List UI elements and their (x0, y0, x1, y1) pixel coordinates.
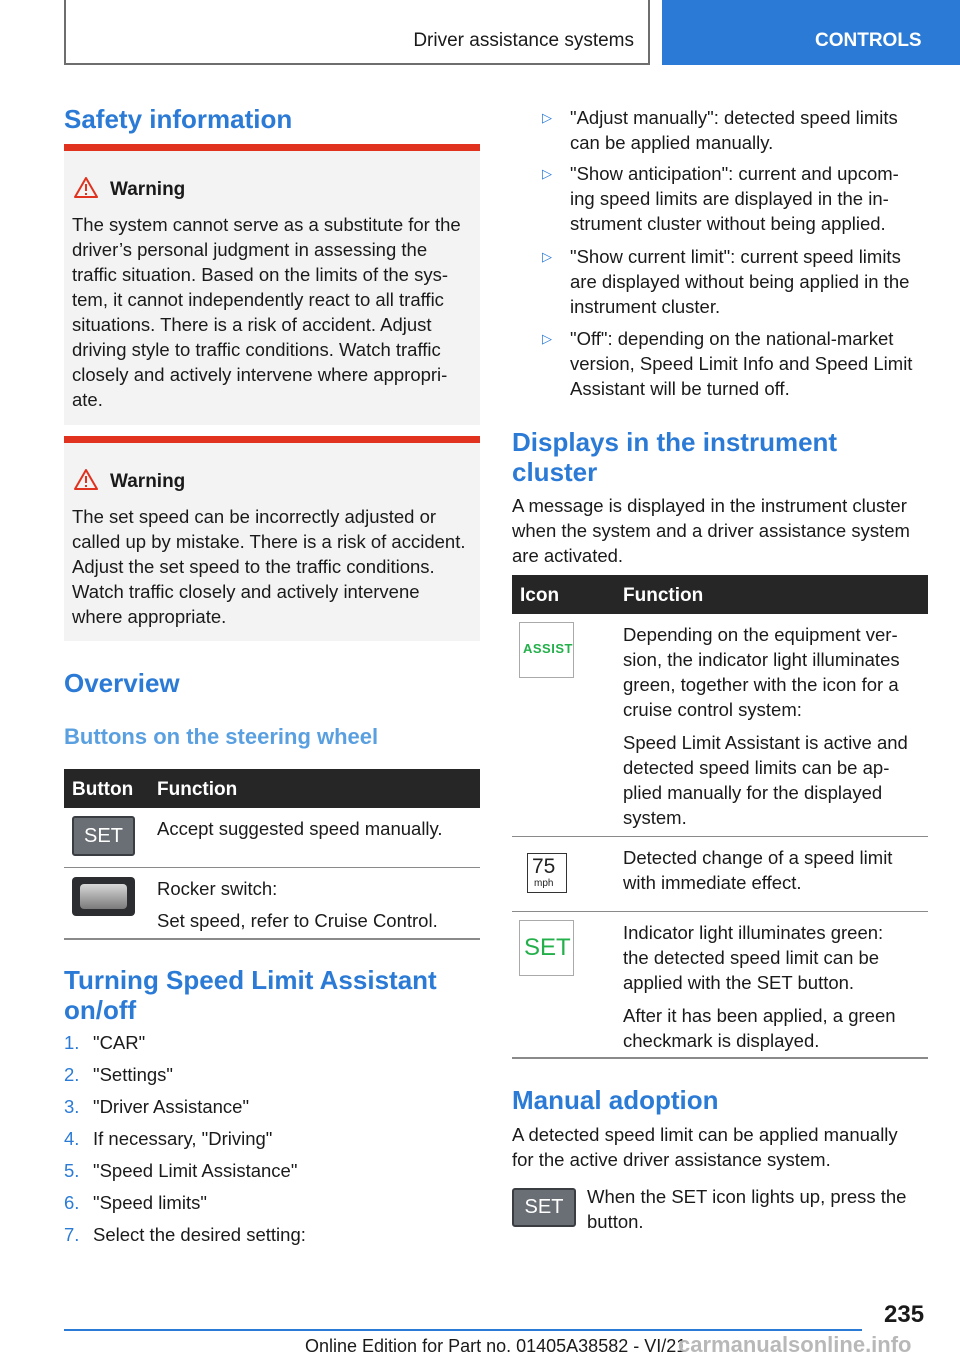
bullet-triangle-icon: ▷ (542, 166, 552, 181)
text-line: Speed Limit Assistant is active and (623, 732, 908, 753)
text-line: situations. There is a risk of accident. Adjust (72, 314, 432, 335)
set-indicator-label: SET (524, 934, 571, 961)
manual-adoption-text (512, 1122, 898, 1172)
footer-watermark: carmanualsonline.info (678, 1332, 912, 1357)
table-bottom-rule (64, 938, 480, 940)
turning-heading (64, 965, 437, 1025)
rocker-switch-image (72, 877, 135, 916)
text-line: when the system and a driver assistance system (512, 520, 910, 541)
heading-line: cluster (512, 457, 598, 487)
buttons-table-header (64, 769, 480, 808)
speed-limit-unit: mph (534, 878, 554, 889)
text-line: cruise control system: (623, 699, 802, 720)
step-number: 7. (64, 1224, 80, 1245)
step-text: If necessary, "Driving" (93, 1128, 273, 1149)
text-line: can be applied manually. (570, 132, 774, 153)
heading-line: Turning Speed Limit Assistant (64, 965, 437, 995)
text-line: version, Speed Limit Info and Speed Limit (570, 353, 913, 374)
assist-indicator-label: ASSIST (523, 641, 573, 656)
set-button-image: SET (72, 816, 135, 856)
table-divider (512, 911, 928, 912)
bullet-triangle-icon: ▷ (542, 249, 552, 264)
text-line: applied with the SET button. (623, 972, 855, 993)
warning-title: Warning (110, 179, 186, 200)
option-show-anticipation (570, 161, 899, 236)
icon-table-header (512, 575, 928, 614)
step-text: "Driver Assistance" (93, 1096, 250, 1117)
step-number: 3. (64, 1096, 80, 1117)
text-line: "Show current limit": current speed limits (570, 246, 901, 267)
text-line: sion, the indicator light illuminates (623, 649, 900, 670)
header-icon: Icon (520, 585, 560, 606)
text-line: Watch traffic closely and actively intervene (72, 581, 420, 602)
text-line: "Adjust manually": detected speed limits (570, 107, 898, 128)
row-function-text (623, 920, 883, 995)
text-line: Assistant will be turned off. (570, 378, 790, 399)
table-divider (512, 836, 928, 837)
row-function-text (623, 1003, 896, 1053)
text-line: After it has been applied, a green (623, 1005, 896, 1026)
option-adjust-manually (570, 105, 898, 155)
step-number: 2. (64, 1064, 80, 1085)
speed-limit-sign-image (527, 853, 567, 893)
displays-intro (512, 493, 910, 568)
manual-hint-text (587, 1184, 906, 1234)
bullet-triangle-icon: ▷ (542, 331, 552, 346)
option-show-current-limit (570, 244, 909, 319)
footer-edition: Online Edition for Part no. 01405A38582 - VI/21 (305, 1336, 687, 1356)
warning-text (72, 504, 478, 629)
set-indicator-image (519, 920, 574, 976)
row-function-text (623, 845, 892, 895)
text-line: Indicator light illuminates green: (623, 922, 884, 943)
step-text: "Speed Limit Assistance" (93, 1160, 298, 1181)
warning-title: Warning (110, 471, 186, 492)
step-number: 4. (64, 1128, 80, 1149)
text-line: When the SET icon lights up, press the (587, 1186, 907, 1207)
text-line: plied manually for the displayed (623, 782, 883, 803)
text-line: checkmark is displayed. (623, 1030, 820, 1051)
manual-adoption-heading: Manual adoption (512, 1085, 719, 1115)
text-line: ing speed limits are displayed in the in- (570, 188, 889, 209)
bullet-triangle-icon: ▷ (542, 110, 552, 125)
overview-heading: Overview (64, 668, 180, 698)
text-line: instrument cluster. (570, 296, 721, 317)
step-text: Select the desired setting: (93, 1224, 306, 1245)
text-line: green, together with the icon for a (623, 674, 899, 695)
heading-line: on/off (64, 995, 137, 1025)
text-line: system. (623, 807, 687, 828)
header-button: Button (72, 779, 134, 800)
safety-information-heading: Safety information (64, 104, 293, 134)
footer-rule (64, 1329, 862, 1331)
text-line: A detected speed limit can be applied manually (512, 1124, 898, 1145)
step-number: 1. (64, 1032, 80, 1053)
warning-triangle-icon (74, 468, 98, 490)
text-line: Detected change of a speed limit (623, 847, 893, 868)
text-line: "Show anticipation": current and upcom- (570, 163, 899, 184)
row-function-text: Set speed, refer to Cruise Control. (157, 910, 438, 931)
text-line: A message is displayed in the instrument cluster (512, 495, 907, 516)
step-text: "Speed limits" (93, 1192, 207, 1213)
step-text: "Settings" (93, 1064, 173, 1085)
warning-box-2 (64, 436, 480, 641)
displays-heading (512, 427, 837, 487)
header-function: Function (157, 779, 238, 800)
row-function-text: Rocker switch: (157, 878, 278, 899)
warning-box-1 (64, 144, 480, 425)
text-line: where appropriate. (72, 606, 227, 627)
text-line: the detected speed limit can be (623, 947, 880, 968)
header-tab-label: CONTROLS (815, 30, 922, 51)
buttons-subheading: Buttons on the steering wheel (64, 724, 379, 749)
step-number: 5. (64, 1160, 80, 1181)
table-divider (64, 867, 480, 868)
row-function-text: Accept suggested speed manually. (157, 818, 443, 839)
page-number: 235 (884, 1301, 925, 1328)
text-line: with immediate effect. (623, 872, 802, 893)
text-line: driver’s personal judgment in assessing the (72, 239, 428, 260)
text-line: closely and actively intervene where appropri- (72, 364, 448, 385)
text-line: ate. (72, 389, 103, 410)
text-line: driving style to traffic conditions. Watch traffic (72, 339, 441, 360)
rocker-switch-face (80, 884, 127, 909)
header-section-box (64, 0, 650, 65)
text-line: The set speed can be incorrectly adjusted or (72, 506, 437, 527)
step-number: 6. (64, 1192, 80, 1213)
text-line: Adjust the set speed to the traffic conditions. (72, 556, 435, 577)
text-line: "Off": depending on the national-market (570, 328, 894, 349)
option-off (570, 326, 912, 401)
text-line: Depending on the equipment ver- (623, 624, 898, 645)
text-line: tem, it cannot independently react to all traffic (72, 289, 444, 310)
step-text: "CAR" (93, 1032, 146, 1053)
text-line: The system cannot serve as a substitute for the (72, 214, 461, 235)
text-line: traffic situation. Based on the limits of the sys- (72, 264, 448, 285)
row-function-text (623, 622, 900, 722)
set-button-image: SET (512, 1188, 576, 1227)
warning-text (72, 212, 478, 412)
text-line: called up by mistake. There is a risk of accident. (72, 531, 466, 552)
header-section-title: Driver assistance systems (413, 30, 634, 51)
text-line: are displayed without being applied in the (570, 271, 910, 292)
text-line: for the active driver assistance system. (512, 1149, 831, 1170)
text-line: are activated. (512, 545, 624, 566)
assist-indicator-image (519, 622, 574, 678)
header-function: Function (623, 585, 704, 606)
text-line: detected speed limits can be ap- (623, 757, 890, 778)
row-function-text (623, 730, 908, 830)
speed-limit-value: 75 (532, 855, 556, 878)
text-line: button. (587, 1211, 644, 1232)
warning-triangle-icon (74, 176, 98, 198)
text-line: strument cluster without being applied. (570, 213, 886, 234)
heading-line: Displays in the instrument (512, 427, 838, 457)
table-bottom-rule (512, 1057, 928, 1059)
